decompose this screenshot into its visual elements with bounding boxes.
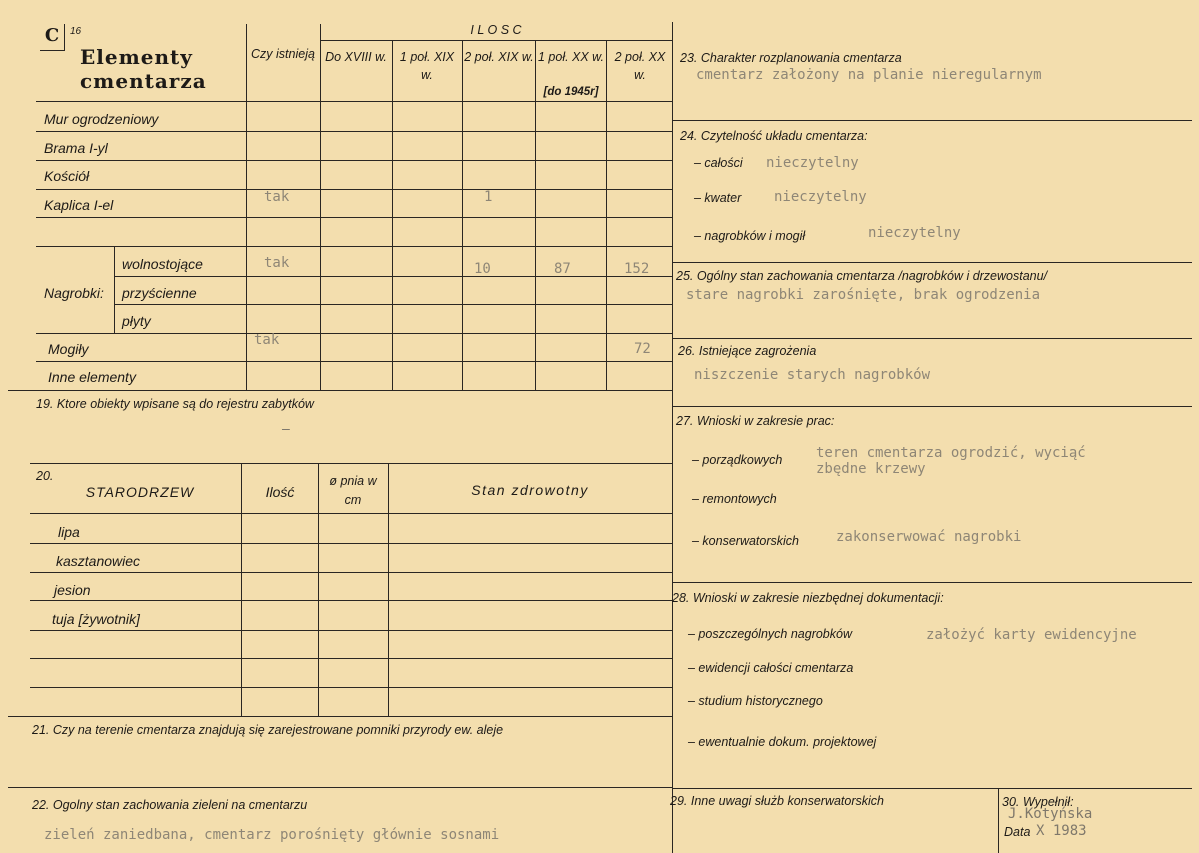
starodrzew-stan: Stan zdrowotny — [471, 482, 589, 498]
s27-konserwatorskich-value: zakonserwować nagrobki — [836, 529, 1022, 545]
s28-projektowej-label: – ewentualnie dokum. projektowej — [688, 735, 877, 749]
row-mur: Mur ogrodzeniowy — [44, 111, 159, 127]
card-number: 16 — [70, 26, 82, 37]
row-kosciol: Kościół — [44, 168, 90, 184]
row-kaplica: Kaplica I-el — [44, 197, 114, 213]
mogily-2pol20: 72 — [634, 341, 651, 357]
header-1pol20-note: [do 1945r] — [543, 86, 599, 98]
row-line — [672, 338, 1192, 339]
row-inne: Inne elementy — [48, 369, 136, 385]
section-26-label: 26. Istniejące zagrożenia — [678, 344, 817, 358]
tree-lipa: lipa — [58, 524, 80, 540]
row-mogily: Mogiły — [48, 341, 89, 357]
s24-nagrobkow-value: nieczytelny — [868, 225, 961, 241]
row-line — [30, 463, 672, 464]
s27-remontowych-label: – remontowych — [692, 492, 777, 506]
s28-studium-label: – studium historycznego — [688, 694, 823, 708]
section-19-value: – — [282, 420, 290, 436]
s28-ewidencji-label: – ewidencji całości cmentarza — [688, 661, 854, 675]
row-brama: Brama I-yl — [44, 140, 108, 156]
section-30-name: J.Kotyńska — [1008, 806, 1093, 822]
row-line — [30, 658, 672, 659]
row-line — [114, 304, 672, 305]
header-2pol19: 2 poł. XIX w. — [464, 50, 534, 64]
title-line2: cmentarza — [80, 69, 207, 93]
section-22-label: 22. Ogolny stan zachowania zieleni na cmentarzu — [32, 798, 308, 812]
section-21-label: 21. Czy na terenie cmentarza znajdują się zarejestrowane pomniki przyrody ew. aleje — [32, 723, 504, 737]
wolno-czy: tak — [264, 255, 290, 271]
section-23-value: cmentarz założony na planie nieregularnym — [696, 67, 1042, 83]
starodrzew-header: STARODRZEW — [85, 484, 195, 500]
tree-kasztanowiec: kasztanowiec — [56, 553, 141, 569]
section-26-value: niszczenie starych nagrobków — [694, 367, 931, 383]
tree-jesion: jesion — [54, 582, 91, 598]
row-line — [114, 276, 672, 277]
wolno-1pol20: 87 — [554, 261, 571, 277]
starodrzew-ilosc: Ilość — [265, 484, 295, 500]
wolno-2pol20: 152 — [624, 261, 650, 277]
title-line1: Elementy — [80, 45, 193, 69]
mogily-czy: tak — [254, 332, 280, 348]
row-line — [672, 262, 1192, 263]
row-line — [36, 333, 672, 334]
header-ilosc: I L O S C — [470, 23, 522, 37]
s24-calosci-label: – całości — [694, 156, 743, 170]
section-30-date: X 1983 — [1036, 823, 1087, 839]
s24-kwater-label: – kwater — [694, 191, 742, 205]
col-line — [392, 40, 393, 390]
row-line — [30, 572, 672, 573]
row-line — [36, 189, 672, 190]
starodrzew-pnia: ø pnia w cm — [329, 474, 377, 507]
col-line — [388, 463, 389, 716]
section-30-data-label: Data — [1004, 825, 1031, 839]
s27-konserwatorskich-label: – konserwatorskich — [692, 534, 799, 548]
col-line — [318, 463, 319, 716]
row-line — [672, 582, 1192, 583]
row-plyty: płyty — [122, 313, 151, 329]
s27-porzadkowych-value2: zbędne krzewy — [816, 461, 926, 477]
kaplica-2pol19: 1 — [484, 189, 493, 205]
s24-nagrobkow-label: – nagrobków i mogił — [694, 229, 806, 243]
header-do18: Do XVIII w. — [325, 50, 387, 64]
s28-nagrobkow-value: założyć karty ewidencyjne — [926, 627, 1137, 643]
section-22-value: zieleń zaniedbana, cmentarz porośnięty głównie sosnami — [44, 827, 500, 843]
row-wolnostojace: wolnostojące — [122, 256, 203, 272]
row-line — [30, 600, 672, 601]
row-line — [36, 217, 672, 218]
section-19-label: 19. Ktore obiekty wpisane są do rejestru zabytków — [36, 397, 314, 411]
main-divider — [672, 22, 673, 853]
row-line — [672, 406, 1192, 407]
section-24-label: 24. Czytelność układu cmentarza: — [680, 129, 868, 143]
s27-porzadkowych-value1: teren cmentarza ogrodzić, wyciąć — [816, 445, 1086, 461]
row-line — [8, 716, 672, 717]
section-23-label: 23. Charakter rozplanowania cmentarza — [680, 51, 902, 65]
row-line — [36, 361, 672, 362]
row-line — [36, 131, 672, 132]
row-line — [8, 787, 672, 788]
header-czy-istnieja: Czy istnieją — [251, 47, 315, 61]
wolno-2pol19: 10 — [474, 261, 491, 277]
col-line — [114, 246, 115, 333]
card-letter: C — [40, 24, 65, 51]
col-line — [462, 40, 463, 390]
row-line — [672, 788, 1192, 789]
section-25-value: stare nagrobki zarośnięte, brak ogrodzenia — [686, 287, 1041, 303]
col-line — [246, 24, 247, 390]
header-1pol20: 1 poł. XX w. — [537, 50, 604, 64]
kaplica-czy: tak — [264, 189, 290, 205]
col-line — [535, 40, 536, 390]
s24-calosci-value: nieczytelny — [766, 155, 859, 171]
header-2pol20: 2 poł. XX w. — [614, 50, 666, 82]
s27-porzadkowych-label: – porządkowych — [692, 453, 783, 467]
row-line — [30, 687, 672, 688]
section-30-label: 30. Wypełnił: — [1002, 795, 1074, 809]
section-27-label: 27. Wnioski w zakresie prac: — [676, 414, 835, 428]
s28-nagrobkow-label: – poszczególnych nagrobków — [688, 627, 852, 641]
col-line — [998, 788, 999, 853]
section-25-label: 25. Ogólny stan zachowania cmentarza /nagrobków i drzewostanu/ — [676, 269, 1048, 283]
col-line — [241, 463, 242, 716]
section-20-number: 20. — [36, 469, 54, 483]
row-nagrobki: Nagrobki: — [44, 285, 104, 301]
section-28-label: 28. Wnioski w zakresie niezbędnej dokumentacji: — [672, 591, 944, 605]
row-line — [672, 120, 1192, 121]
col-line — [606, 40, 607, 390]
col-line — [320, 24, 321, 390]
row-przyscienne: przyścienne — [122, 285, 197, 301]
header-1pol19: 1 poł. XIX w. — [399, 50, 455, 82]
row-line — [36, 160, 672, 161]
row-line — [30, 513, 672, 514]
row-line — [36, 246, 672, 247]
s24-kwater-value: nieczytelny — [774, 189, 867, 205]
section-29-label: 29. Inne uwagi służb konserwatorskich — [670, 794, 885, 808]
row-line — [320, 40, 672, 41]
row-line — [36, 101, 672, 102]
row-line — [30, 630, 672, 631]
row-line — [30, 543, 672, 544]
row-line — [8, 390, 672, 391]
tree-tuja: tuja [żywotnik] — [52, 611, 140, 627]
